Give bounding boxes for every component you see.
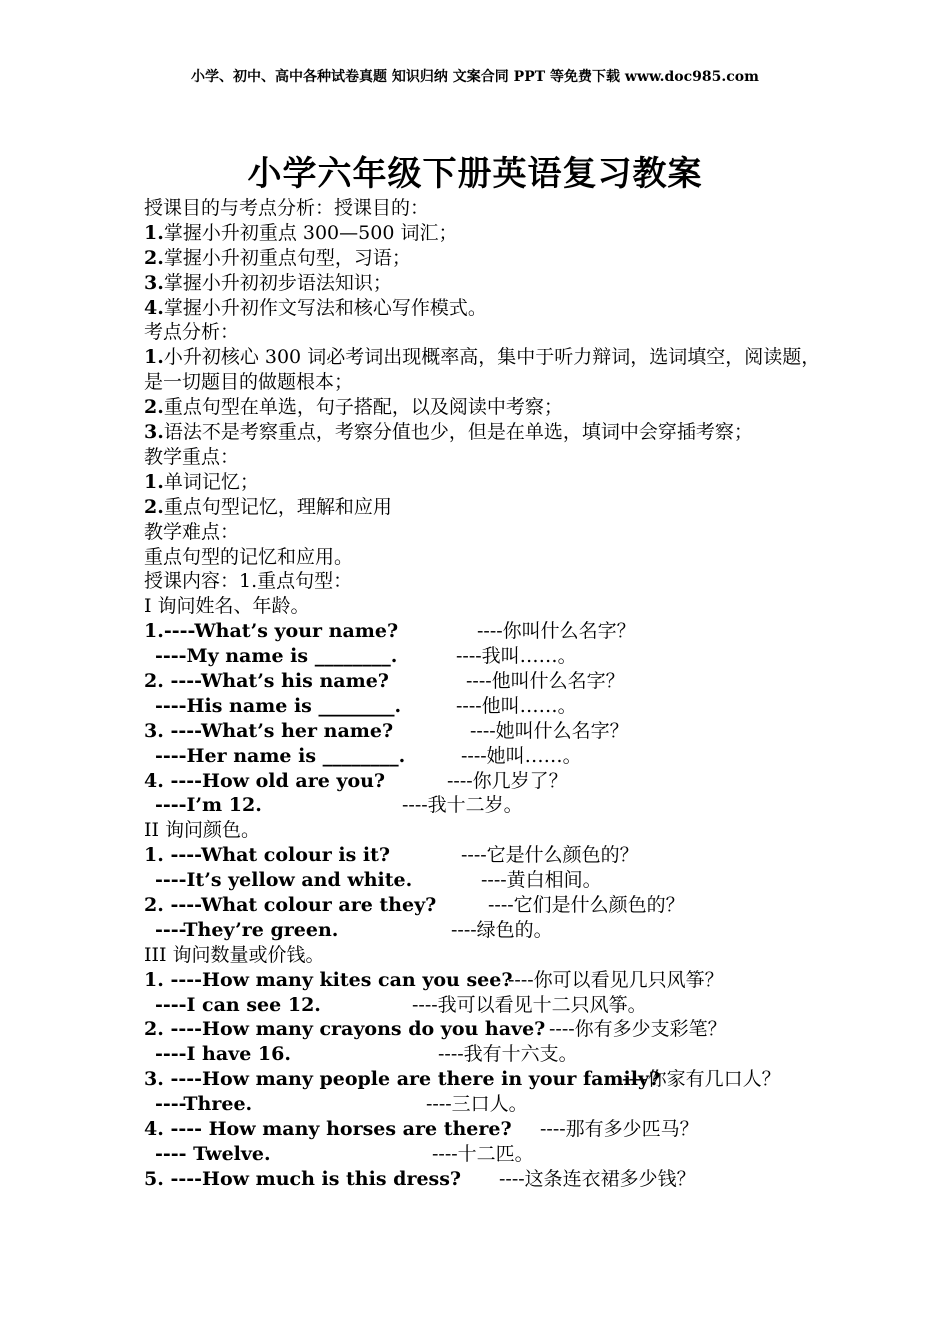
sentence-sections	[144, 594, 824, 1191]
dialogue-line	[144, 993, 824, 1018]
english-sentence: ---- Twelve.	[155, 1142, 271, 1165]
goal-item	[144, 221, 824, 246]
chinese-translation: ----黄白相间。	[481, 869, 602, 892]
item-text: 重点句型记忆，理解和应用	[163, 495, 392, 518]
english-sentence: 5. ----How much is this dress?	[144, 1167, 462, 1190]
key-points-heading: 教学重点：	[144, 445, 240, 468]
chinese-translation: ----我可以看见十二只风筝。	[412, 993, 647, 1016]
dialogue-line	[144, 968, 824, 993]
chinese-translation: ----我有十六支。	[438, 1043, 578, 1066]
english-sentence: ----I’m 12.	[155, 794, 262, 817]
dialogue-line	[144, 719, 824, 744]
english-sentence: ----Her name is ________.	[155, 744, 406, 767]
chinese-translation: ----这条连衣裙多少钱？	[499, 1167, 696, 1190]
dialogue-line	[144, 893, 824, 918]
dialogue-line	[144, 918, 824, 943]
goal-item	[144, 246, 824, 271]
section-title: II 询问颜色。	[144, 819, 261, 842]
english-sentence: 3. ----What’s her name?	[144, 719, 394, 742]
item-number: 2.	[144, 396, 164, 419]
item-number: 2.	[144, 495, 164, 518]
chinese-translation: ----它是什么颜色的？	[461, 844, 639, 867]
key-points-list	[144, 470, 824, 520]
dialogue-line	[144, 793, 824, 818]
dialogue-line	[144, 669, 824, 694]
english-sentence: ----Three.	[155, 1093, 253, 1116]
english-sentence: 4. ---- How many horses are there?	[144, 1118, 512, 1141]
chinese-translation: ----她叫什么名字？	[470, 719, 629, 742]
english-sentence: 1. ----How many kites can you see?	[144, 968, 513, 991]
chinese-translation: ----我叫……。	[456, 645, 577, 668]
english-sentence: 2. ----What’s his name?	[144, 669, 389, 692]
item-text: 掌握小升初重点句型，习语；	[163, 246, 411, 269]
dialogue-line	[144, 644, 824, 669]
english-sentence: 3. ----How many people are there in your family?	[144, 1068, 661, 1091]
english-sentence: ----My name is ________.	[155, 645, 398, 668]
english-sentence: 1. ----What colour is it?	[144, 844, 391, 867]
item-number: 3.	[144, 271, 164, 294]
analysis-item	[144, 420, 824, 445]
dialogue-line	[144, 619, 824, 644]
chinese-translation: ----他叫什么名字？	[466, 669, 625, 692]
analysis-heading: 考点分析：	[144, 321, 240, 344]
dialogue-line	[144, 1092, 824, 1117]
dialogue-line	[144, 1017, 824, 1042]
item-text: 语法不是考察重点，考察分值也少，但是在单选，填词中会穿插考察；	[163, 421, 753, 444]
key-point-item	[144, 495, 824, 520]
english-sentence: ----It’s yellow and white.	[155, 869, 413, 892]
dialogue-line	[144, 843, 824, 868]
analysis-item	[144, 395, 824, 420]
dialogue-line	[144, 868, 824, 893]
item-number: 1.	[144, 346, 164, 369]
english-sentence: ----I can see 12.	[155, 993, 321, 1016]
english-sentence: ----I have 16.	[155, 1043, 291, 1066]
chinese-translation: ----你可以看见几只风筝？	[508, 968, 724, 991]
section-title: I 询问姓名、年龄。	[144, 595, 310, 618]
chinese-translation: ----三口人。	[426, 1093, 528, 1116]
dialogue-line	[144, 1067, 824, 1092]
item-text: 掌握小升初初步语法知识；	[163, 271, 392, 294]
chinese-translation: ----你几岁了？	[447, 769, 568, 792]
item-number: 1.	[144, 221, 164, 244]
english-sentence: 2. ----What colour are they?	[144, 894, 437, 916]
chinese-translation: ----你家有几口人？	[622, 1068, 781, 1091]
chinese-translation: ----那有多少匹马？	[540, 1118, 699, 1141]
item-text: 重点句型在单选，句子搭配，以及阅读中考察；	[163, 396, 563, 419]
item-text: 单词记忆；	[163, 470, 259, 493]
chinese-translation: ----你叫什么名字？	[477, 620, 636, 643]
dialogue-line	[144, 744, 824, 769]
chinese-translation: ----它们是什么颜色的？	[488, 894, 685, 916]
english-sentence: ----They’re green.	[155, 918, 339, 941]
dialogue-line	[144, 1042, 824, 1067]
english-sentence: 4. ----How old are you?	[144, 769, 386, 792]
item-number: 2.	[144, 246, 164, 269]
dialogue-line	[144, 694, 824, 719]
item-text: 掌握小升初作文写法和核心写作模式。	[163, 296, 487, 319]
english-sentence: 1.----What’s your name?	[144, 620, 399, 643]
dialogue-line	[144, 1167, 824, 1192]
analysis-item	[144, 345, 824, 395]
analysis-list	[144, 345, 824, 445]
dialogue-line	[144, 769, 824, 794]
content-heading: 授课内容：1.重点句型：	[144, 570, 353, 593]
item-number: 3.	[144, 421, 164, 444]
document-body	[144, 196, 824, 1192]
header-banner: 小学、初中、高中各种试卷真题 知识归纳 文案合同 PPT 等免费下载 www.doc985.com	[191, 69, 759, 85]
section-title: III 询问数量或价钱。	[144, 943, 325, 966]
english-sentence: ----His name is ________.	[155, 694, 402, 717]
chinese-translation: ----十二匹。	[432, 1142, 534, 1165]
chinese-translation: ----她叫……。	[461, 744, 582, 767]
item-text: 小升初核心 300 词必考词出现概率高，集中于听力辩词，选词填空，阅读题，是一切题目的做题根本；	[144, 346, 821, 394]
item-number: 4.	[144, 296, 164, 319]
page-title: 小学六年级下册英语复习教案	[247, 154, 703, 194]
goals-list	[144, 221, 824, 321]
english-sentence: 2. ----How many crayons do you have?	[144, 1018, 546, 1041]
goal-item	[144, 271, 824, 296]
intro-heading: 授课目的与考点分析：授课目的：	[144, 197, 430, 219]
chinese-translation: ----绿色的。	[451, 918, 553, 941]
chinese-translation: ----我十二岁。	[402, 794, 523, 817]
item-text: 掌握小升初重点 300—500 词汇；	[163, 221, 458, 244]
chinese-translation: ----他叫……。	[456, 694, 577, 717]
goal-item	[144, 296, 824, 321]
difficulty-text: 重点句型的记忆和应用。	[144, 545, 354, 568]
chinese-translation: ----你有多少支彩笔？	[549, 1018, 727, 1041]
key-point-item	[144, 470, 824, 495]
dialogue-line	[144, 1142, 824, 1167]
difficulty-heading: 教学难点：	[144, 520, 240, 543]
dialogue-line	[144, 1117, 824, 1142]
item-number: 1.	[144, 470, 164, 493]
